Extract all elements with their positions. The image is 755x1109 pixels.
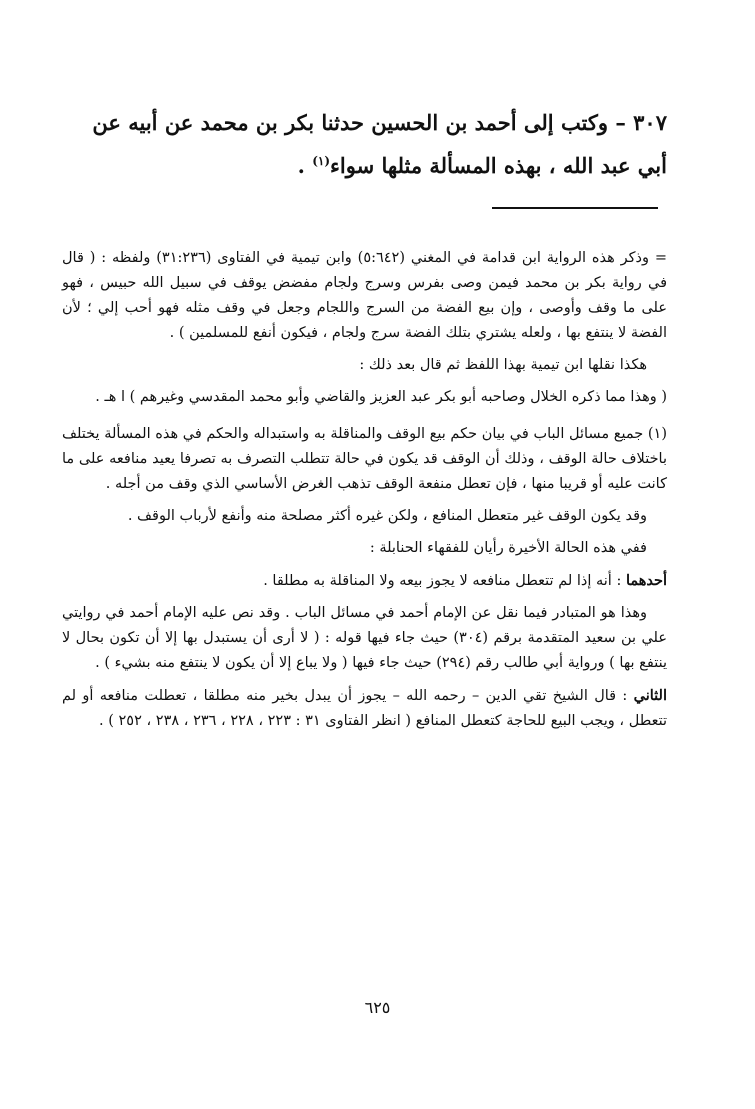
footnote-paragraph-4: وهذا هو المتبادر فيما نقل عن الإمام أحمد في مسائل الباب . وقد نص عليه الإمام أحمد في روايتي علي بن سعيد المتقدمة برقم (٣٠٤) حيث جاء فيها قوله : ( لا أرى أن يستبدل بها إلا أن تكون بحال لا ينتفع بها ) ورواية أبي طالب رقم (٢٩٤) حيث جاء فيها ( ولا يباع إلا أن يكون لا ينتفع منه بشيء ) . xyxy=(62,605,667,671)
footnote-marker: (١) xyxy=(312,154,331,168)
main-text xyxy=(60,104,667,185)
ibn-taymiyyah-intro: هكذا نقلها ابن تيمية بهذا اللفظ ثم قال بعد ذلك : xyxy=(359,357,647,373)
footnote-1: (١) جميع مسائل الباب في بيان حكم بيع الوقف والمناقلة به واستبداله والحكم في هذه المسألة يختلف باختلاف حالة الوقف ، وذلك أن الوقف قد يكون في حالة تتطلب التصرف به تصرفا يعيد منافعه على ما كانت عليه أو قريبا منها ، فإن تعطل منفعة الوقف تذهب الغرض الأساسي الذي وقف من أجله . xyxy=(62,426,667,492)
first-opinion xyxy=(62,568,667,594)
footnote-continuation: = وذكر هذه الرواية ابن قدامة في المغني (٥:٦٤٢) وابن تيمية في الفتاوى (٣١:٢٣٦) ولفظه : ( قال في رواية بكر بن محمد فيمن وصى بفرس وسرج ولجام مفضض يوقف في سبيل الله حبيس ، فهو على ما وقف وأوصى ، وإن بيع الفضة من السرج واللجام وجعل في وقف مثله فهو أحب إلي ؛ لأن الفضة لا ينتفع بها ، ولعله يشتري بتلك الفضة سرج ولجام ، فيكون أنفع للمسلمين ) . xyxy=(62,250,667,341)
ibn-taymiyyah-quote: ( وهذا مما ذكره الخلال وصاحبه أبو بكر عبد العزيز والقاضي وأبو محمد المقدسي وغيرهم ) ا هـ . xyxy=(95,389,667,405)
main-text-end: . xyxy=(297,153,313,178)
second-opinion-text: : قال الشيخ تقي الدين – رحمه الله – يجوز أن يبدل بخير منه مطلقا ، تعطلت منافعه أو لم تتعطل ، ويجب البيع للحاجة كتعطل المنافع ( انظر الفتاوى ٣١ : ٢٢٣ ، ٢٢٨ ، ٢٣٦ ، ٢٣٨ ، ٢٥٢ ) . xyxy=(62,688,667,729)
main-text-body: ٣٠٧ – وكتب إلى أحمد بن الحسين حدثنا بكر بن محمد عن أبيه عن أبي عبد الله ، بهذه المسألة مثلها سواء xyxy=(92,110,667,178)
first-opinion-label: أحدهما xyxy=(625,572,667,589)
second-opinion-label: الثاني xyxy=(633,687,667,704)
first-opinion-text: : أنه إذا لم تتعطل منافعه لا يجوز بيعه ولا المناقلة به مطلقا . xyxy=(263,573,626,589)
footnote-separator xyxy=(492,207,658,209)
footnotes-section xyxy=(62,246,667,734)
second-opinion xyxy=(62,683,667,734)
footnote-paragraph-3: ففي هذه الحالة الأخيرة رأيان للفقهاء الحنابلة : xyxy=(369,540,647,556)
page-number: ٦٢٥ xyxy=(364,998,391,1017)
footnote-paragraph-2: وقد يكون الوقف غير متعطل المنافع ، ولكن غيره أكثر مصلحة منه وأنفع لأرباب الوقف . xyxy=(127,508,647,524)
